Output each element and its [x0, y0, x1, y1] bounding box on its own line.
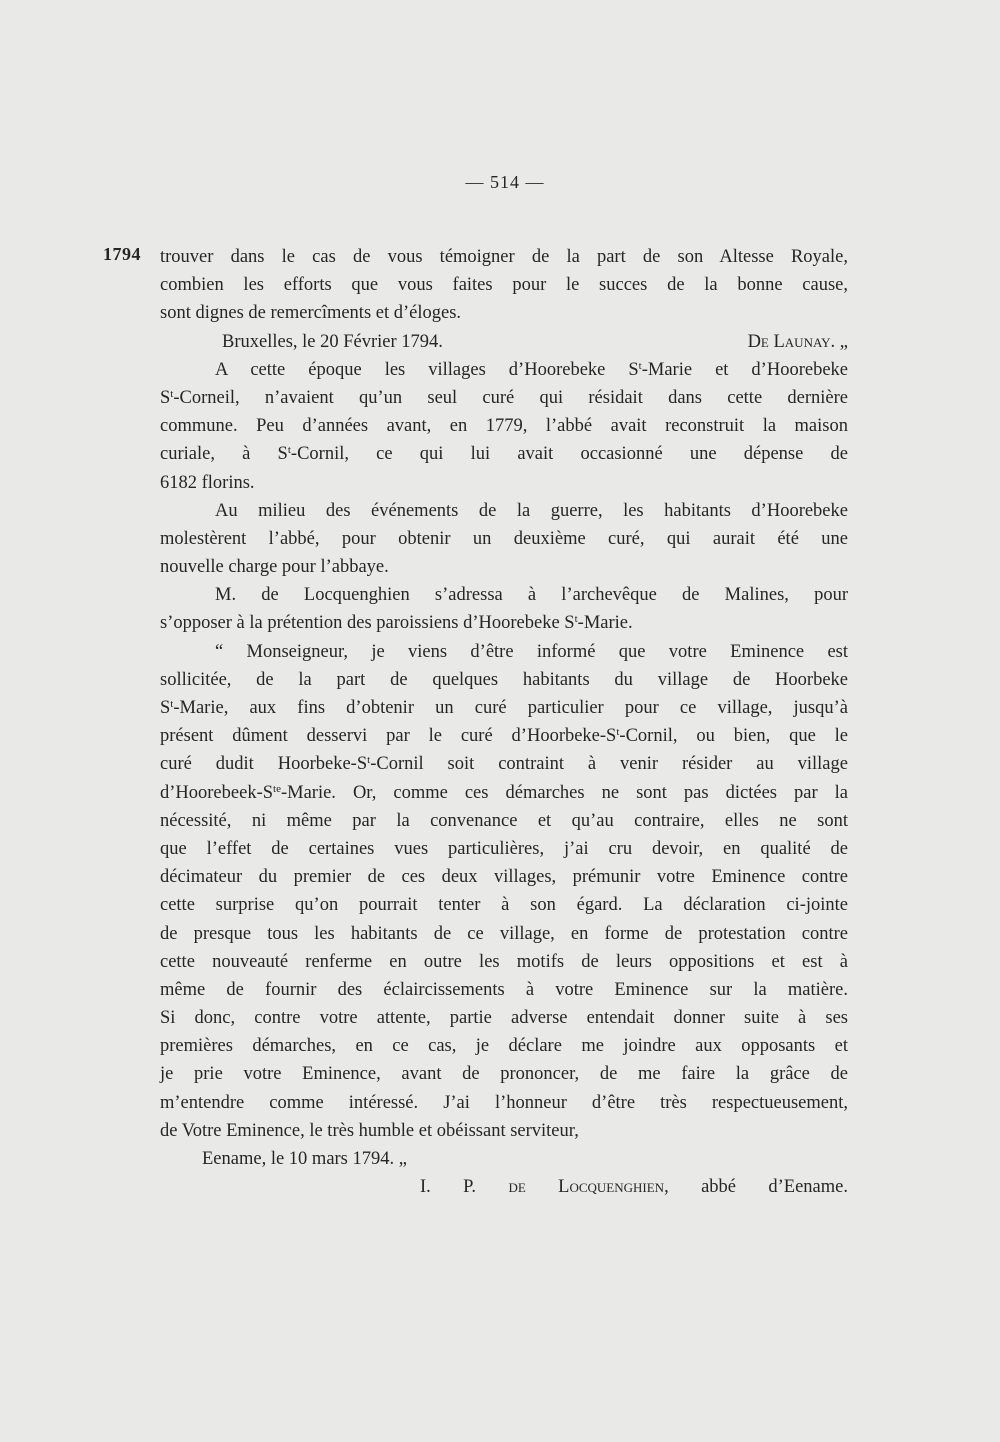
text-line: décimateur du premier de ces deux villages, prémunir votre Eminence contre [160, 867, 848, 888]
signature: I. P. de Locquenghien, abbé d’Eename. [420, 1177, 848, 1198]
text-line: commune. Peu d’années avant, en 1779, l’abbé avait reconstruit la maison [160, 416, 848, 437]
text-line: $S^t$-Marie, aux fins d’obtenir un curé particulier pour ce village, jusqu’à [160, 698, 848, 718]
text-line: de presque tous les habitants de ce village, en forme de protestation contre [160, 923, 848, 944]
text-line: nécessité, ni même par la convenance et qu’au contraire, elles ne sont [160, 810, 848, 831]
text-line: sollicitée, de la part de quelques habitants du village de Hoorbeke [160, 669, 848, 690]
letter-1-dateline [160, 328, 848, 356]
text-line: même de fournir des éclaircissements à votre Eminence sur la matière. [160, 979, 848, 1000]
text-line: présent dûment desservi par le curé $d’Hoorbeke-S^t$-Cornil, ou bien, que le [160, 726, 848, 747]
text-line: curiale, à $S^t$-Cornil, ce qui lui avait occasionné une dépense de [160, 444, 848, 465]
text-line: m’entendre comme intéressé. J’ai l’honneur d’être très respectueusement, [160, 1092, 848, 1113]
text-line: nouvelle charge pour l’abbaye. [160, 557, 389, 578]
closing-line: de Votre Eminence, le très humble et obéissant serviteur, [160, 1120, 579, 1141]
text-line: s’opposer à la prétention des paroissiens d’Hoorebeke $S^t$-Marie. [160, 613, 633, 634]
text-line: 6182 florins. [160, 472, 255, 493]
text-line: cette surprise qu’on pourrait tenter à son égard. La déclaration ci-jointe [160, 895, 848, 916]
text-line: M. de Locquenghien s’adressa à l’archevêque de Malines, pour [215, 585, 848, 606]
text-line: $S^t$-Corneil, n’avaient qu’un seul curé qui résidait dans cette dernière [160, 387, 848, 408]
margin-year: 1794 [103, 244, 141, 264]
page-number: — 514 — [465, 172, 545, 192]
text-line: que l’effet de certaines vues particulières, j’ai cru devoir, en qualité de [160, 838, 848, 859]
text-line: A cette époque les villages d’Hoorebeke $S^t$-Marie et d’Hoorebeke [215, 359, 848, 380]
text-line: je prie votre Eminence, avant de prononcer, de me faire la grâce de [160, 1064, 848, 1085]
place-date: Bruxelles, le 20 Février 1794. [222, 331, 443, 352]
text-line: “ Monseigneur, je viens d’être informé que votre Eminence est [215, 641, 848, 662]
body-text [160, 243, 848, 1201]
text-line: sont dignes de remercîments et d’éloges. [160, 303, 462, 324]
text-line: Au milieu des événements de la guerre, les habitants d’Hoorebeke [215, 500, 848, 521]
text-line: molestèrent l’abbé, pour obtenir un deuxième curé, qui aurait été une [160, 528, 848, 549]
place-date: Eename, le 10 mars 1794. „ [202, 1149, 407, 1169]
text-line: trouver dans le cas de vous témoigner de la part de son Altesse Royale, [160, 247, 848, 267]
text-line: curé dudit Hoorbeke-$S^t$-Cornil soit contraint à venir résider au village [160, 754, 848, 775]
text-line: combien les efforts que vous faites pour le succes de la bonne cause, [160, 275, 848, 296]
text-line: premières démarches, en ce cas, je déclare me joindre aux opposants et [160, 1036, 848, 1057]
text-line: Si donc, contre votre attente, partie adverse entendait donner suite à ses [160, 1008, 848, 1029]
text-line: cette nouveauté renferme en outre les motifs de leurs oppositions et est à [160, 951, 848, 972]
text-line: $d’Hoorebeek-S^{te}$-Marie. Or, comme ces démarches ne sont pas dictées par la [160, 782, 848, 803]
signature: De Launay. „ [747, 331, 848, 352]
